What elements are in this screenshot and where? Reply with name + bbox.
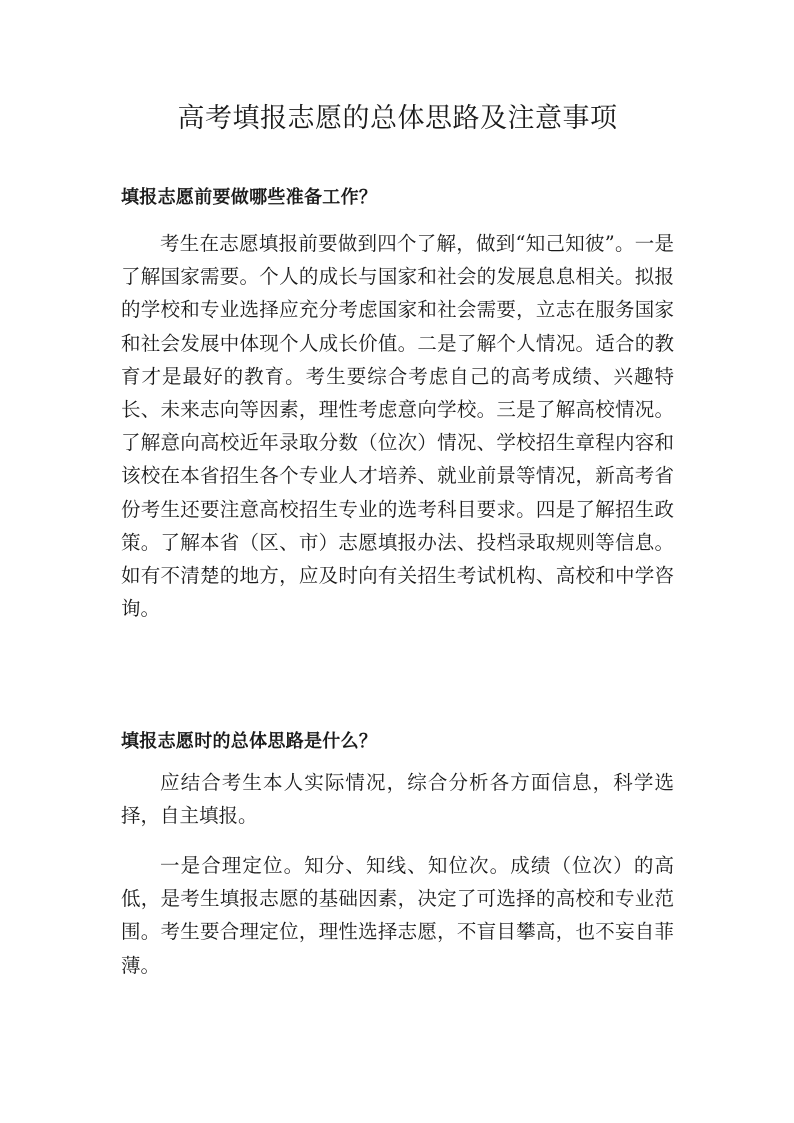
- paragraph-approach-positioning: 一是合理定位。知分、知线、知位次。成绩（位次）的高低，是考生填报志愿的基础因素，决定了可选择的高校和专业范围。考生要合理定位，理性选择志愿，不盲目攀高，也不妄自菲薄。: [121, 854, 674, 977]
- paragraph-preparation: 考生在志愿填报前要做到四个了解，做到“知己知彼”。一是了解国家需要。个人的成长与国家和社会的发展息息相关。拟报的学校和专业选择应充分考虑国家和社会需要，立志在服务国家和社会发展中体现个人成长价值。二是了解个人情况。适合的教育才是最好的教育。考生要综合考虑自己的高考成绩、兴趣特长、未来志向等因素，理性考虑意向学校。三是了解高校情况。了解意向高校近年录取分数（位次）情况、学校招生章程内容和该校在本省招生各个专业人才培养、就业前景等情况，新高考省份考生还要注意高校招生专业的选考科目要求。四是了解招生政策。了解本省（区、市）志愿填报办法、投档录取规则等信息。如有不清楚的地方，应及时向有关招生考试机构、高校和中学咨询。: [121, 232, 674, 621]
- paragraph-approach-intro: 应结合考生本人实际情况，综合分析各方面信息，科学选择，自主填报。: [121, 771, 674, 828]
- section-heading-approach: 填报志愿时的总体思路是什么？: [121, 731, 378, 752]
- section-heading-preparation: 填报志愿前要做哪些准备工作？: [121, 187, 378, 208]
- document-title: 高考填报志愿的总体思路及注意事项: [177, 103, 618, 134]
